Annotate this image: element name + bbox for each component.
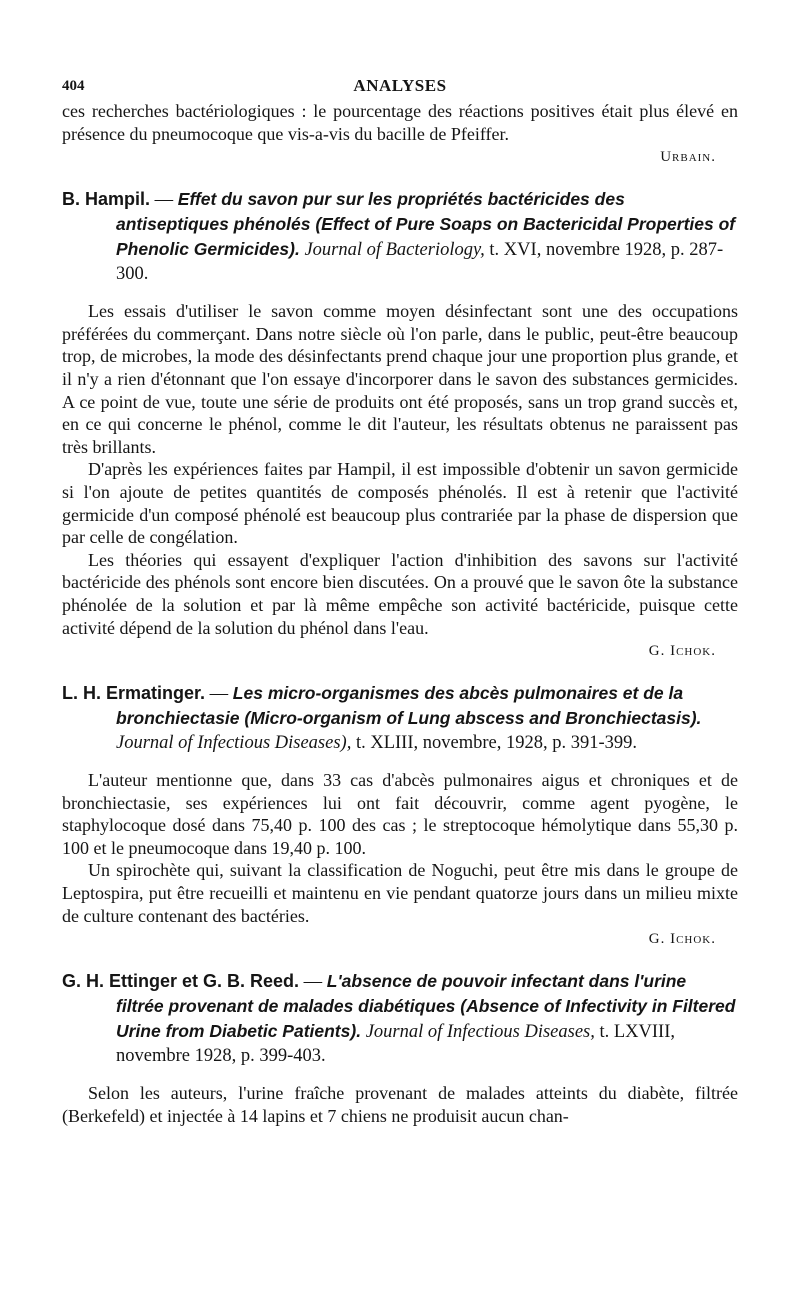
article-title: Les micro-organismes des abcès pulmonaires et de la bronchiectasie (Micro-organism of Lung abscess and Bronchiectasis). [116,683,702,729]
journal-page [62,70,738,1127]
article-ettinger-reed [62,969,738,1127]
article-heading [62,681,738,755]
article-signature: G. Ichok. [648,931,716,948]
article-ermatinger [62,681,738,951]
article-hampil [62,187,738,663]
running-title: ANALYSES [353,76,447,95]
article-title: Effet du savon pur sur les propriétés bactéricides des antiseptiques phénolés (Effect of Pure Soaps on Bactericidal Properties of Phenolic Germicides). [116,189,736,260]
intro-paragraph: ces recherches bactériologiques : le pourcentage des réactions positives était plus élevé en présence du pneumocoque que vis-a-vis du bacille de Pfeiffer. [62,101,738,144]
article-signature: G. Ichok. [648,643,716,660]
body-paragraph: L'auteur mentionne que, dans 33 cas d'abcès pulmonaires aigus et chroniques et de bronchiectasie, ses expériences lui ont fait découvrir, comme agent pyogène, le staphylocoque dosé dans 75,40 p. 100 des cas ; le streptocoque hémolytique dans 55,30 p. 100 et le pneumocoque dans 19,40 p. 100. [62,770,738,858]
article-journal: Journal of Bacteriology, [304,240,485,261]
article-citation: t. LXVIII, novembre 1928, p. 399-403. [116,1022,676,1067]
article-authors: L. H. Ermatinger. [62,683,206,704]
heading-dash: — [205,684,233,705]
article-heading [62,187,738,286]
article-journal: Journal of Infectious Diseases, [365,1022,595,1043]
article-title: L'absence de pouvoir infectant dans l'urine filtrée provenant de malades diabétiques (Absence of Infectivity in Filtered Urine from Diabetic Patients). [116,971,736,1042]
article-body [62,769,738,927]
heading-dash: — [299,972,327,993]
article-citation: t. XLIII, novembre, 1928, p. 391-399. [355,733,637,754]
article-authors: B. Hampil. [62,189,151,210]
heading-dash: — [150,190,178,211]
page-header [62,70,738,100]
body-paragraph: Un spirochète qui, suivant la classification de Noguchi, peut être mis dans le groupe de Leptospira, put être recueilli et maintenu en vie pendant quatorze jours dans un milieu mixte de culture contenant des bactéries. [62,860,738,926]
article-body [62,300,738,639]
article-citation: t. XVI, novembre 1928, p. 287-300. [116,240,724,285]
article-journal: Journal of Infectious Diseases), [116,733,352,754]
page-number: 404 [62,78,85,94]
article-body [62,1082,738,1127]
intro-signature: Urbain. [660,149,716,166]
article-heading [62,969,738,1068]
body-paragraph: Les théories qui essayent d'expliquer l'action d'inhibition des savons sur l'activité bactéricide des phénols sont encore bien discutées. On a prouvé que le savon ôte la substance phénolée de la solution et par là même empêche son activité bactéricide, puisque cette activité dépend de la solution du phénol dans l'eau. [62,549,738,638]
article-authors: G. H. Ettinger et G. B. Reed. [62,971,300,992]
body-paragraph: Les essais d'utiliser le savon comme moyen désinfectant sont une des occupations préférées du commerçant. Dans notre siècle où l'on parle, dans le public, peut-être beaucoup trop, de microbes, la mode des désinfectants prend chaque jour une proportion plus grande, et il n'y a rien d'étonnant que l'on essaye d'incorporer dans le savon des substances germicides. A ce point de vue, toute une série de produits ont été proposés, sans un trop grand succès et, en ce qui concerne le phénol, comme le dit l'auteur, les résultats obtenus ne paraissent pas très brillants. [62,301,738,457]
body-paragraph: D'après les expériences faites par Hampil, il est impossible d'obtenir un savon germicide si l'on ajoute de petites quantités de composés phénolés. Il est à retenir que l'activité germicide d'un composé phénolé est beaucoup plus contrariée par la phase de dispersion que par celle de congélation. [62,459,738,548]
body-paragraph: Selon les auteurs, l'urine fraîche provenant de malades atteints du diabète, filtrée (Berkefeld) et injectée à 14 lapins et 7 chiens ne produisit aucun chan- [62,1083,738,1126]
